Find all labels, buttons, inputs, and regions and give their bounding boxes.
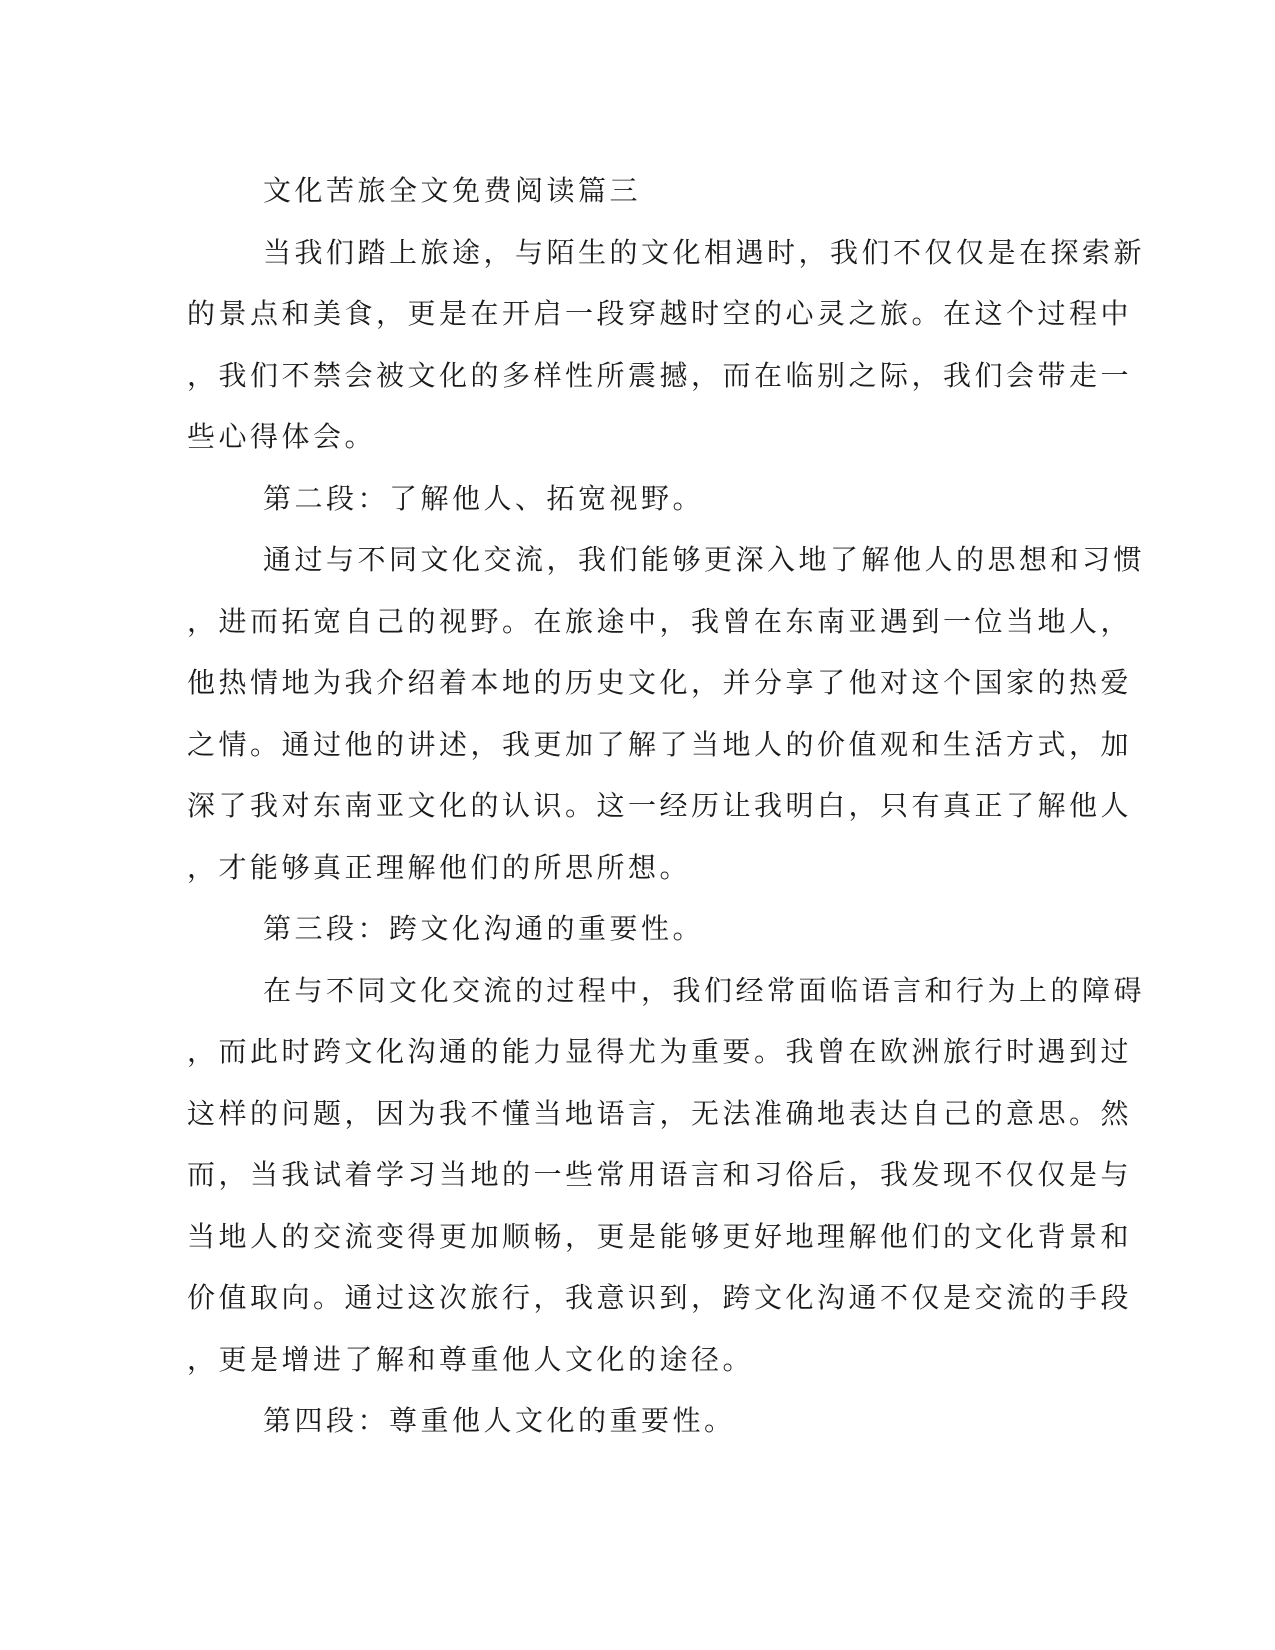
paragraph-line: 当我们踏上旅途，与陌生的文化相遇时，我们不仅仅是在探索新 bbox=[263, 235, 1146, 269]
paragraph-line: ，进而拓宽自己的视野。在旅途中，我曾在东南亚遇到一位当地人， bbox=[187, 604, 1133, 638]
paragraph-line: ，我们不禁会被文化的多样性所震撼，而在临别之际，我们会带走一 bbox=[187, 358, 1133, 392]
paragraph-line: 这样的问题，因为我不懂当地语言，无法准确地表达自己的意思。然 bbox=[187, 1096, 1133, 1130]
paragraph-line: 之情。通过他的讲述，我更加了解了当地人的价值观和生活方式，加 bbox=[187, 727, 1133, 761]
section-heading: 第二段：了解他人、拓宽视野。 bbox=[263, 481, 705, 515]
paragraph-line: 而，当我试着学习当地的一些常用语言和习俗后，我发现不仅仅是与 bbox=[187, 1158, 1133, 1191]
section-heading: 第三段：跨文化沟通的重要性。 bbox=[263, 912, 705, 945]
paragraph-line: 在与不同文化交流的过程中，我们经常面临语言和行为上的障碍 bbox=[263, 973, 1146, 1007]
paragraph-line: ，才能够真正理解他们的所思所想。 bbox=[187, 850, 692, 884]
document-title: 文化苦旅全文免费阅读篇三 bbox=[263, 174, 642, 207]
paragraph-line: 深了我对东南亚文化的认识。这一经历让我明白，只有真正了解他人 bbox=[187, 789, 1133, 822]
document-body bbox=[187, 160, 1146, 1452]
paragraph-line: ，更是增进了解和尊重他人文化的途径。 bbox=[187, 1342, 755, 1376]
paragraph-line: 通过与不同文化交流，我们能够更深入地了解他人的思想和习惯 bbox=[263, 543, 1146, 576]
paragraph-line: 价值取向。通过这次旅行，我意识到，跨文化沟通不仅是交流的手段 bbox=[187, 1281, 1133, 1314]
paragraph-line: 他热情地为我介绍着本地的历史文化，并分享了他对这个国家的热爱 bbox=[187, 666, 1133, 699]
paragraph-line: 的景点和美食，更是在开启一段穿越时空的心灵之旅。在这个过程中 bbox=[187, 297, 1133, 330]
section-heading: 第四段：尊重他人文化的重要性。 bbox=[263, 1404, 736, 1437]
paragraph-line: ，而此时跨文化沟通的能力显得尤为重要。我曾在欧洲旅行时遇到过 bbox=[187, 1035, 1133, 1068]
paragraph-line: 当地人的交流变得更加顺畅，更是能够更好地理解他们的文化背景和 bbox=[187, 1219, 1133, 1253]
paragraph-line: 些心得体会。 bbox=[187, 420, 377, 453]
